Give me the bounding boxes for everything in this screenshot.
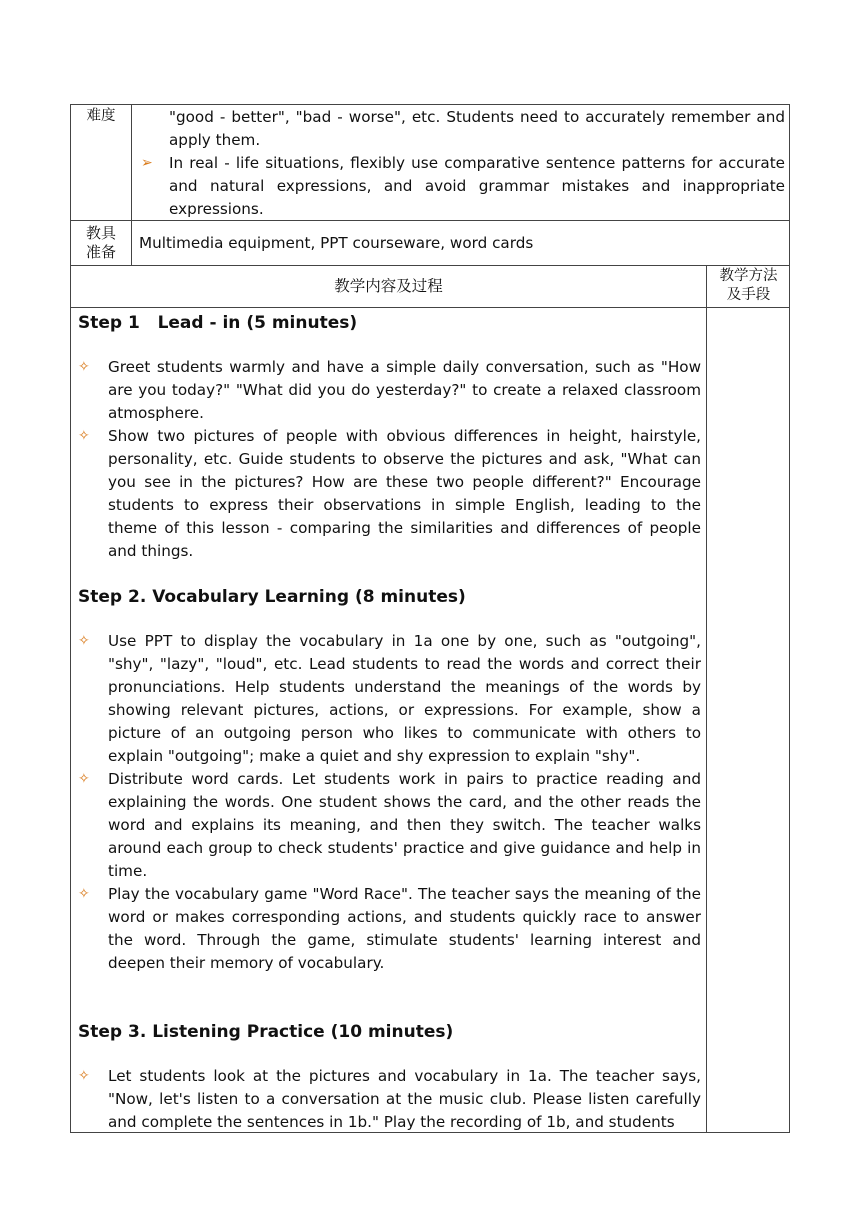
diamond-bullet-icon: ✧ [78, 886, 90, 902]
difficulty-continued-text: "good - better", "bad - worse", etc. Students need to accurately remember and apply them. [169, 108, 785, 149]
diamond-bullet-icon: ✧ [78, 633, 90, 649]
difficulty-label: 难度 [86, 108, 116, 124]
difficulty-bullet-text: In real - life situations, flexibly use comparative sentence patterns for accurate and natural expressions, and avoid grammar mistakes and inappropriate expressions. [169, 154, 785, 218]
bullet-text: Distribute word cards. Let students work in pairs to practice reading and explaining the words. One student shows the card, and the other reads the word and explains its meaning, and then they switch. The teacher walks around each group to check students' practice and give guidance and help in time. [108, 770, 701, 880]
diamond-bullet-icon: ✧ [78, 359, 90, 375]
bullet-text: Play the vocabulary game "Word Race". The teacher says the meaning of the word or makes corresponding actions, and students quickly race to answer the word. Through the game, stimulate students' learning interest and deepen their memory of vocabulary. [108, 885, 701, 972]
bullet-text: Greet students warmly and have a simple daily conversation, such as "How are you today?" "What did you do yesterday?" to create a relaxed classroom atmosphere. [108, 358, 701, 422]
column-divider [131, 104, 132, 265]
diamond-bullet-icon: ✧ [78, 1068, 90, 1084]
arrow-bullet-icon: ➢ [141, 155, 153, 171]
step-1-title: Step 1 Lead - in (5 minutes) [78, 313, 358, 333]
bullet-text: Use PPT to display the vocabulary in 1a one by one, such as "outgoing", "shy", "lazy", "loud", etc. Lead students to read the words and correct their pronunciations. Help students understand the meanings of the words by showing relevant pictures, actions, or expressions. For example, show a picture of an outgoing person who likes to communicate with others to explain "outgoing"; make a quiet and shy expression to explain "shy". [108, 632, 701, 765]
column-divider [706, 265, 707, 1133]
materials-text: Multimedia equipment, PPT courseware, word cards [139, 234, 534, 252]
row-divider [70, 265, 790, 266]
materials-label-line1: 教具 [85, 224, 116, 242]
diamond-bullet-icon: ✧ [78, 428, 90, 444]
materials-label [71, 224, 131, 262]
step-3-bullet [78, 1065, 768, 1131]
method-header-line1: 教学方法 [719, 268, 778, 284]
lesson-table [70, 104, 790, 1133]
method-header [707, 267, 790, 305]
bullet-text: Let students look at the pictures and vocabulary in 1a. The teacher says, "Now, let's listen to a conversation at the music club. Please listen carefully and complete the sentences in 1b." Play the recording of 1b, and students [108, 1067, 701, 1131]
row-divider [70, 307, 790, 308]
method-header-line2: 及手段 [726, 287, 771, 303]
content-process-header: 教学内容及过程 [334, 277, 443, 295]
step-2-title: Step 2. Vocabulary Learning (8 minutes) [78, 587, 466, 607]
step-3-title: Step 3. Listening Practice (10 minutes) [78, 1022, 454, 1042]
diamond-bullet-icon: ✧ [78, 771, 90, 787]
bullet-text: Show two pictures of people with obvious differences in height, hairstyle, personality, etc. Guide students to observe the pictures and ask, "What can you see in the pictures? How are these two people different?" Encourage students to express their observations in simple English, leading to the theme of this lesson - comparing the similarities and differences of people and things. [108, 427, 701, 560]
materials-label-line2: 准备 [85, 243, 116, 261]
